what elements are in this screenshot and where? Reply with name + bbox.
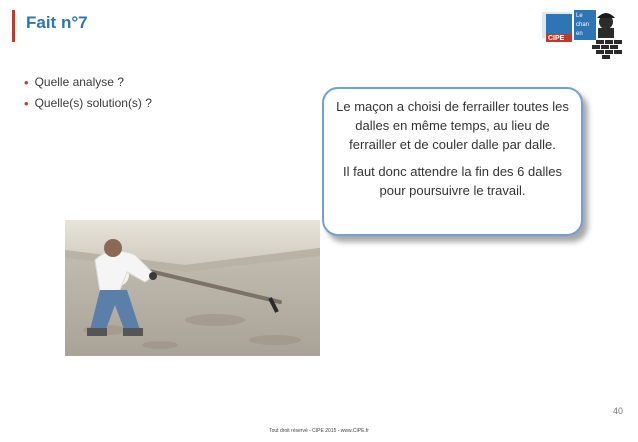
callout-paragraph-2: Il faut donc attendre la fin des 6 dalles pour poursuivre le travail. xyxy=(343,164,562,198)
list-item xyxy=(24,72,152,93)
question-analysis: Quelle analyse ? xyxy=(34,75,124,89)
list-item xyxy=(24,93,152,114)
worker-leveling-concrete-photo xyxy=(65,220,320,356)
question-list xyxy=(24,72,152,114)
cipe-logo xyxy=(540,6,624,62)
bullet-icon: • xyxy=(24,75,29,90)
svg-text:en: en xyxy=(576,31,583,37)
copyright-footer: Tout droit réservé - CIPE 2015 - www.CIPE.fr xyxy=(269,428,369,434)
cipe-logo-graphic xyxy=(540,6,624,62)
svg-text:CIPE: CIPE xyxy=(548,35,565,42)
svg-text:Le: Le xyxy=(576,13,583,19)
explanation-callout xyxy=(322,87,583,236)
photo-illustration xyxy=(65,220,320,356)
callout-paragraph-1: Le maçon a choisi de ferrailler toutes les dalles en même temps, au lieu de ferrailler et de couler dalle par dalle. xyxy=(336,99,569,152)
title-accent-bar xyxy=(12,10,15,42)
bullet-icon: • xyxy=(24,96,29,111)
question-solutions: Quelle(s) solution(s) ? xyxy=(34,96,152,110)
svg-text:chan: chan xyxy=(576,22,590,28)
page-number: 40 xyxy=(612,406,623,416)
slide-title: Fait n°7 xyxy=(26,13,88,32)
